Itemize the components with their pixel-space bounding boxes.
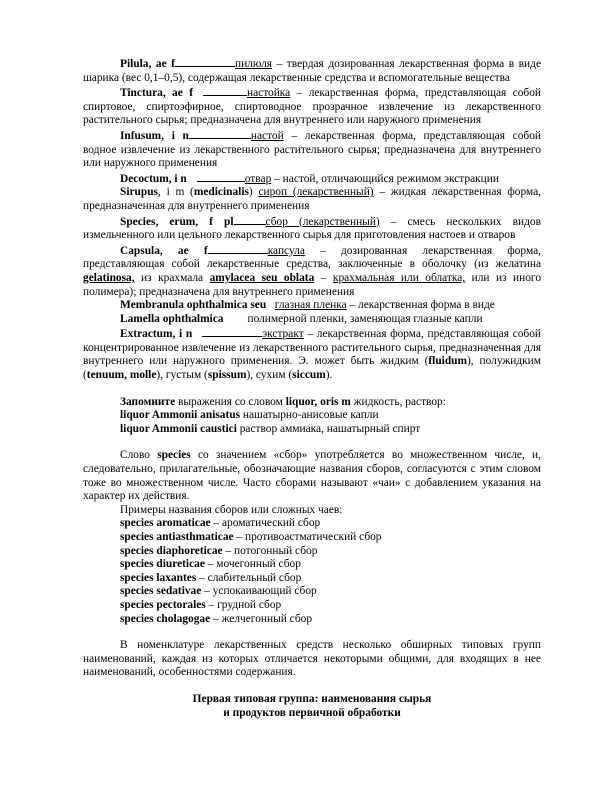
- definition: – мочегонный сбор: [204, 558, 301, 571]
- entry-decoctum: [83, 171, 541, 187]
- definition-part: ), густым (: [156, 369, 208, 382]
- answer-blank: [203, 85, 247, 96]
- latin-term: Extractum: [120, 328, 173, 341]
- latin-term: species diureticae: [120, 558, 205, 571]
- latin-word: tenuum, molle: [86, 369, 157, 382]
- example-item: [83, 572, 541, 586]
- example-item: [83, 531, 541, 545]
- latin-term-2: medicinalis: [193, 186, 249, 199]
- entry-infusum: [83, 128, 541, 171]
- paragraph-text: со значением «сбор» употребляется во множественном числе, и, следовательно, прилагательные, обозначающие названия сборов, согласуются с этим словом тоже во множественном числе. Часто сборами называют «чаи» с добавлением указания на характер их действия.: [83, 449, 541, 503]
- definition: полимерной пленки, заменяющая глазные капли: [247, 312, 483, 325]
- definition-end: или из иного полимера); предназначена для внутреннего применения: [83, 271, 542, 298]
- latin-term: Infusum: [120, 129, 162, 142]
- entry-extractum: [83, 326, 541, 382]
- definition: – желчегонный сбор: [210, 612, 313, 625]
- latin-term: species diaphoreticae: [120, 544, 223, 557]
- example-item: [83, 585, 541, 599]
- answer-blank: [234, 214, 266, 225]
- definition: – потогонный сбор: [222, 544, 318, 557]
- definition: раствор аммиака, нашатырный спирт: [236, 422, 421, 435]
- remember-lead: Запомните: [120, 395, 176, 408]
- remember-item: [83, 423, 541, 437]
- latin-term: liquor Ammonii caustici: [120, 422, 237, 435]
- remember-text: жидкость, раствор:: [350, 395, 446, 408]
- definition: – дозированная лекарственная форма, представляющая собой лекарственные средства, заключенные в оболочку (из желатина: [83, 244, 541, 271]
- answer-text: настой: [250, 129, 284, 142]
- definition: – лекарственная форма, представляющая собой водное извлечение из лекарственного растительного сырья; предназначена для внутреннего или наружного применения: [83, 129, 542, 170]
- latin-term: Tinctura: [120, 87, 163, 100]
- definition: – лекарственная форма, представляющая собой концентрированное извлечение из лекарственного растительного сырья, предназначенная для внутреннего или наружного применения. Э. может быть жидким (: [83, 328, 541, 368]
- answer-text: отвар: [244, 172, 272, 185]
- grammar-info: , i n: [161, 129, 189, 142]
- latin-term: species sedativae: [120, 585, 202, 598]
- document-page: [83, 56, 541, 720]
- entry-sirupus: [83, 186, 541, 213]
- latin-term: Lamella ophthalmica: [120, 312, 224, 325]
- definition-part: ).: [325, 369, 333, 382]
- latin-term: Species: [120, 215, 156, 228]
- latin-term: species laxantes: [120, 571, 197, 584]
- latin-term: Pilula: [120, 58, 149, 70]
- definition-part: ), полужидким (: [83, 355, 541, 382]
- answer-text: сироп (лекарственный): [258, 186, 374, 199]
- latin-term: Membranula ophthalmica seu: [120, 299, 267, 312]
- latin-term: Decoctum: [120, 172, 169, 185]
- example-item: [83, 613, 541, 627]
- grammar-info-2: ): [248, 186, 253, 199]
- latin-term: species pectorales: [120, 598, 206, 611]
- answer-text: глазная пленка: [274, 299, 347, 312]
- example-item: [83, 517, 541, 531]
- section-heading-line-2: и продуктов первичной обработки: [223, 706, 401, 719]
- grammar-info: , i n: [172, 328, 193, 341]
- examples-title: Примеры названия сборов или сложных чаев:: [120, 503, 343, 516]
- remember-word: liquor, oris m: [285, 395, 351, 408]
- definition-part: ), сухим (: [246, 369, 293, 382]
- latin-word-amylacea: amylacea seu oblata: [209, 271, 315, 284]
- latin-term: species aromaticae: [120, 517, 211, 530]
- grammar-info: , i m (: [158, 186, 194, 199]
- answer-blank: [197, 171, 245, 182]
- answer-text-2: крахмальная или облатка,: [332, 271, 466, 284]
- latin-term: Sirupus: [120, 186, 158, 199]
- grammar-info: , ae f: [159, 244, 208, 257]
- entry-tinctura: [83, 85, 541, 128]
- latin-term: species antiasthmaticae: [120, 531, 234, 543]
- definition: – смесь нескольких видов измельченного или цельного лекарственного сырья для приготовления настоев и отваров: [83, 215, 542, 242]
- answer-text: экстракт: [262, 328, 304, 341]
- definition: – грудной сбор: [205, 598, 282, 611]
- answer-blank: [189, 128, 251, 139]
- grammar-info: , erum, f pl: [155, 215, 234, 228]
- remember-text: выражения со словом: [175, 395, 286, 408]
- answer-text: пилюля: [234, 58, 273, 70]
- answer-blank: [208, 243, 268, 254]
- latin-word-gelatinosa: gelatinosa,: [83, 271, 135, 284]
- species-paragraph: [83, 449, 541, 503]
- paragraph-text: Слово: [120, 449, 158, 462]
- grammar-info: , i n: [168, 172, 187, 185]
- entry-species: [83, 214, 541, 243]
- entry-capsula: [83, 243, 541, 299]
- definition: – лекарственная форма в виде: [346, 299, 495, 312]
- definition: – жидкая лекарственная форма, предназначенная для внутреннего применения: [83, 186, 541, 212]
- nomenclature-paragraph: В номенклатуре лекарственных средств несколько обширных типовых групп наименований, каждая из которых отличается некоторыми общими, для входящих в нее наименований, особенностями содержания.: [83, 639, 541, 679]
- remember-item: [83, 409, 541, 423]
- grammar-info: , ae f: [148, 58, 175, 70]
- definition: – твердая дозированная лекарственная форма в виде шарика (вес 0,1–0,5), содержащая лекарственные средства и вспомогательные вещества: [83, 58, 541, 84]
- latin-word: fluidum: [428, 355, 468, 368]
- latin-term: liquor Ammonii anisatus: [120, 409, 241, 422]
- definition-part: –: [314, 271, 333, 284]
- latin-word: siccum: [292, 369, 326, 382]
- answer-text: настойка: [246, 87, 291, 100]
- latin-term: species cholagogae: [120, 612, 211, 625]
- example-item: [83, 599, 541, 613]
- entry-membranula: [83, 299, 541, 313]
- remember-intro: [83, 396, 541, 410]
- answer-text: капсула: [267, 244, 305, 257]
- definition: – противоастматический сбор: [233, 531, 382, 543]
- latin-word: species: [157, 449, 191, 462]
- entry-pilula: [83, 56, 541, 85]
- definition: – успокаивающий сбор: [201, 585, 317, 598]
- section-heading-line-1: Первая типовая группа: наименования сырья: [192, 692, 432, 705]
- grammar-info: , ae f: [162, 87, 193, 100]
- definition: – лекарственная форма, представляющая собой спиртовое, спиртоэфирное, спиртоводное прозрачное извлечение из лекарственного растительного сырья; предназначена для внутреннего или наружного применения: [83, 87, 541, 127]
- answer-blank: [175, 56, 235, 67]
- answer-blank: [202, 326, 262, 337]
- definition: нашатырно-анисовые капли: [240, 409, 379, 422]
- definition: – настой, отличающийся режимом экстракции: [271, 172, 499, 185]
- answer-text: сбор (лекарственный): [265, 215, 380, 228]
- definition-part: из крахмала: [134, 271, 210, 284]
- latin-word: spissum: [207, 369, 247, 382]
- latin-term: Capsula: [120, 244, 160, 257]
- definition: – слабительный сбор: [196, 571, 302, 584]
- example-item: [83, 545, 541, 559]
- entry-lamella: [83, 313, 541, 327]
- example-item: [83, 558, 541, 572]
- definition: – ароматический сбор: [210, 517, 321, 530]
